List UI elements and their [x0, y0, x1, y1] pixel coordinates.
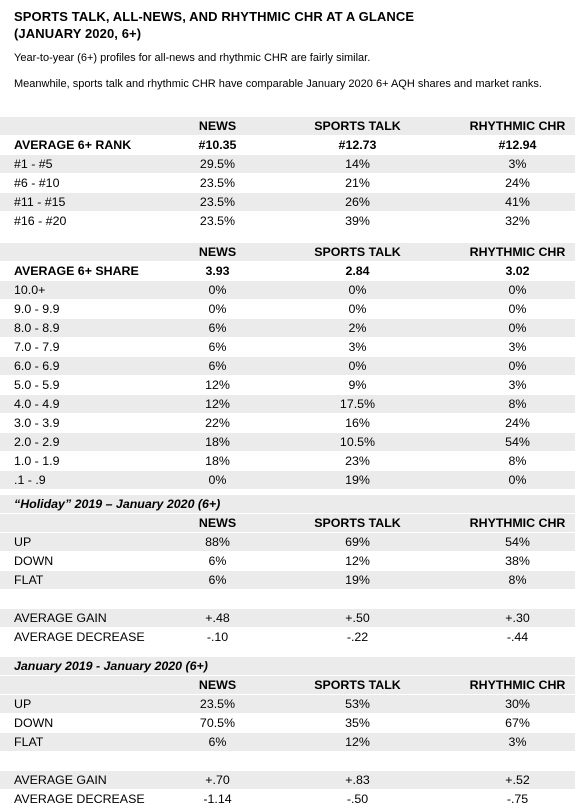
row-value-sports-talk: 39% — [255, 212, 460, 231]
row-value-sports-talk: 9% — [255, 376, 460, 395]
table-row — [0, 376, 575, 395]
row-label: 10.0+ — [0, 281, 180, 300]
table-row — [0, 571, 575, 590]
row-value-sports-talk: -.50 — [255, 790, 460, 809]
table-row — [0, 452, 575, 471]
row-value-news: 0% — [180, 281, 255, 300]
table-row — [0, 628, 575, 647]
row-value-sports-talk: 17.5% — [255, 395, 460, 414]
row-value-rhythmic-chr: 3% — [460, 733, 575, 752]
title-line-1: SPORTS TALK, ALL-NEWS, AND RHYTHMIC CHR AT A GLANCE — [14, 9, 415, 24]
row-label: FLAT — [0, 571, 180, 590]
column-header-rhythmic-chr: RHYTHMIC CHR — [460, 514, 575, 533]
row-label: .1 - .9 — [0, 471, 180, 490]
row-value-sports-talk: 19% — [255, 571, 460, 590]
january-table — [0, 657, 575, 809]
row-value-rhythmic-chr: 0% — [460, 300, 575, 319]
row-label: DOWN — [0, 552, 180, 571]
row-value-rhythmic-chr: 3% — [460, 376, 575, 395]
row-value-rhythmic-chr: 8% — [460, 395, 575, 414]
summary-value-news: #10.35 — [180, 136, 255, 155]
row-value-sports-talk: 0% — [255, 300, 460, 319]
row-label: 6.0 - 6.9 — [0, 357, 180, 376]
summary-row — [0, 136, 575, 155]
row-label: #6 - #10 — [0, 174, 180, 193]
column-header-news: NEWS — [180, 676, 255, 695]
table-row — [0, 174, 575, 193]
row-value-news: -1.14 — [180, 790, 255, 809]
spacer-cell — [180, 590, 255, 609]
table-row — [0, 771, 575, 790]
column-header-sports-talk: SPORTS TALK — [255, 514, 460, 533]
row-value-rhythmic-chr: 32% — [460, 212, 575, 231]
row-label: DOWN — [0, 714, 180, 733]
title-line-2: (JANUARY 2020, 6+) — [14, 26, 142, 41]
holiday-table — [0, 495, 575, 647]
column-header-news: NEWS — [180, 117, 255, 136]
table-row — [0, 533, 575, 552]
row-value-rhythmic-chr: 0% — [460, 471, 575, 490]
summary-label: AVERAGE 6+ RANK — [0, 136, 180, 155]
row-value-news: 23.5% — [180, 193, 255, 212]
header-spacer — [0, 117, 180, 136]
spacer-row — [0, 590, 575, 609]
section-title-row — [0, 495, 575, 514]
table-row — [0, 695, 575, 714]
section-title-row — [0, 657, 575, 676]
row-label: AVERAGE DECREASE — [0, 628, 180, 647]
row-value-news: 12% — [180, 395, 255, 414]
table-row — [0, 714, 575, 733]
section-title: January 2019 - January 2020 (6+) — [0, 657, 575, 676]
summary-value-news: 3.93 — [180, 262, 255, 281]
intro-text-1: Year-to-year (6+) profiles for all-news and rhythmic CHR are fairly similar. — [14, 52, 371, 64]
column-header-row — [0, 243, 575, 262]
row-value-rhythmic-chr: 3% — [460, 155, 575, 174]
intro-text-2: Meanwhile, sports talk and rhythmic CHR have comparable January 2020 6+ AQH shares and market ranks. — [14, 78, 542, 90]
row-label: #1 - #5 — [0, 155, 180, 174]
row-value-news: +.48 — [180, 609, 255, 628]
row-value-rhythmic-chr: 0% — [460, 357, 575, 376]
row-value-news: 12% — [180, 376, 255, 395]
table-row — [0, 471, 575, 490]
share-table — [0, 243, 575, 490]
row-value-sports-talk: +.83 — [255, 771, 460, 790]
row-label: #16 - #20 — [0, 212, 180, 231]
row-value-rhythmic-chr: 41% — [460, 193, 575, 212]
column-header-news: NEWS — [180, 243, 255, 262]
table-row — [0, 212, 575, 231]
column-header-rhythmic-chr: RHYTHMIC CHR — [460, 117, 575, 136]
header-spacer — [0, 676, 180, 695]
column-header-rhythmic-chr: RHYTHMIC CHR — [460, 676, 575, 695]
row-value-sports-talk: 26% — [255, 193, 460, 212]
row-value-rhythmic-chr: 67% — [460, 714, 575, 733]
column-header-sports-talk: SPORTS TALK — [255, 676, 460, 695]
spacer-cell — [460, 590, 575, 609]
column-header-row — [0, 514, 575, 533]
row-value-news: 6% — [180, 552, 255, 571]
row-value-rhythmic-chr: 0% — [460, 319, 575, 338]
header-spacer — [0, 243, 180, 262]
spacer-cell — [0, 590, 180, 609]
row-value-rhythmic-chr: 24% — [460, 414, 575, 433]
row-value-news: 23.5% — [180, 695, 255, 714]
table-row — [0, 433, 575, 452]
row-value-sports-talk: 53% — [255, 695, 460, 714]
row-label: 4.0 - 4.9 — [0, 395, 180, 414]
column-header-row — [0, 676, 575, 695]
row-value-sports-talk: 0% — [255, 357, 460, 376]
row-value-news: 29.5% — [180, 155, 255, 174]
header-spacer — [0, 514, 180, 533]
spacer-cell — [460, 752, 575, 771]
row-value-rhythmic-chr: -.75 — [460, 790, 575, 809]
row-value-news: 23.5% — [180, 212, 255, 231]
row-label: 8.0 - 8.9 — [0, 319, 180, 338]
row-label: AVERAGE DECREASE — [0, 790, 180, 809]
row-value-sports-talk: 12% — [255, 552, 460, 571]
row-value-sports-talk: 16% — [255, 414, 460, 433]
row-value-sports-talk: 10.5% — [255, 433, 460, 452]
row-value-news: 6% — [180, 571, 255, 590]
row-value-sports-talk: 21% — [255, 174, 460, 193]
row-value-sports-talk: 14% — [255, 155, 460, 174]
row-value-news: +.70 — [180, 771, 255, 790]
row-value-news: 0% — [180, 300, 255, 319]
summary-value-sports-talk: 2.84 — [255, 262, 460, 281]
page-title — [14, 8, 564, 42]
row-value-news: -.10 — [180, 628, 255, 647]
row-value-sports-talk: 3% — [255, 338, 460, 357]
rank-table — [0, 117, 575, 231]
summary-label: AVERAGE 6+ SHARE — [0, 262, 180, 281]
spacer-cell — [0, 752, 180, 771]
summary-row — [0, 262, 575, 281]
row-label: 2.0 - 2.9 — [0, 433, 180, 452]
spacer-row — [0, 752, 575, 771]
row-value-news: 6% — [180, 338, 255, 357]
row-value-news: 6% — [180, 319, 255, 338]
row-value-sports-talk: 19% — [255, 471, 460, 490]
summary-value-rhythmic-chr: 3.02 — [460, 262, 575, 281]
row-value-rhythmic-chr: 54% — [460, 433, 575, 452]
row-value-rhythmic-chr: +.52 — [460, 771, 575, 790]
table-row — [0, 357, 575, 376]
row-label: FLAT — [0, 733, 180, 752]
row-value-sports-talk: -.22 — [255, 628, 460, 647]
row-value-news: 18% — [180, 433, 255, 452]
table-row — [0, 300, 575, 319]
row-label: 9.0 - 9.9 — [0, 300, 180, 319]
row-value-sports-talk: 12% — [255, 733, 460, 752]
column-header-rhythmic-chr: RHYTHMIC CHR — [460, 243, 575, 262]
row-value-rhythmic-chr: 8% — [460, 452, 575, 471]
column-header-sports-talk: SPORTS TALK — [255, 243, 460, 262]
row-value-sports-talk: 2% — [255, 319, 460, 338]
spacer-cell — [255, 752, 460, 771]
row-value-rhythmic-chr: 3% — [460, 338, 575, 357]
row-label: UP — [0, 695, 180, 714]
row-value-news: 22% — [180, 414, 255, 433]
row-value-sports-talk: 35% — [255, 714, 460, 733]
spacer-cell — [255, 590, 460, 609]
table-row — [0, 395, 575, 414]
section-title: “Holiday” 2019 – January 2020 (6+) — [0, 495, 575, 514]
row-value-rhythmic-chr: -.44 — [460, 628, 575, 647]
row-label: AVERAGE GAIN — [0, 609, 180, 628]
summary-value-sports-talk: #12.73 — [255, 136, 460, 155]
row-value-rhythmic-chr: 8% — [460, 571, 575, 590]
row-label: #11 - #15 — [0, 193, 180, 212]
summary-value-rhythmic-chr: #12.94 — [460, 136, 575, 155]
row-value-rhythmic-chr: 54% — [460, 533, 575, 552]
column-header-sports-talk: SPORTS TALK — [255, 117, 460, 136]
row-value-rhythmic-chr: +.30 — [460, 609, 575, 628]
row-value-news: 0% — [180, 471, 255, 490]
row-label: AVERAGE GAIN — [0, 771, 180, 790]
table-row — [0, 281, 575, 300]
row-value-news: 6% — [180, 733, 255, 752]
row-value-news: 70.5% — [180, 714, 255, 733]
row-value-rhythmic-chr: 24% — [460, 174, 575, 193]
row-value-rhythmic-chr: 30% — [460, 695, 575, 714]
row-value-news: 6% — [180, 357, 255, 376]
table-row — [0, 193, 575, 212]
row-label: UP — [0, 533, 180, 552]
table-row — [0, 733, 575, 752]
row-value-sports-talk: 23% — [255, 452, 460, 471]
row-value-news: 88% — [180, 533, 255, 552]
table-row — [0, 338, 575, 357]
table-row — [0, 155, 575, 174]
row-value-rhythmic-chr: 0% — [460, 281, 575, 300]
table-row — [0, 414, 575, 433]
column-header-news: NEWS — [180, 514, 255, 533]
row-value-news: 18% — [180, 452, 255, 471]
row-value-sports-talk: 69% — [255, 533, 460, 552]
row-value-rhythmic-chr: 38% — [460, 552, 575, 571]
column-header-row — [0, 117, 575, 136]
row-value-sports-talk: 0% — [255, 281, 460, 300]
spacer-cell — [180, 752, 255, 771]
table-row — [0, 319, 575, 338]
row-label: 1.0 - 1.9 — [0, 452, 180, 471]
row-label: 5.0 - 5.9 — [0, 376, 180, 395]
table-row — [0, 609, 575, 628]
table-row — [0, 552, 575, 571]
row-label: 7.0 - 7.9 — [0, 338, 180, 357]
row-value-sports-talk: +.50 — [255, 609, 460, 628]
row-label: 3.0 - 3.9 — [0, 414, 180, 433]
row-value-news: 23.5% — [180, 174, 255, 193]
